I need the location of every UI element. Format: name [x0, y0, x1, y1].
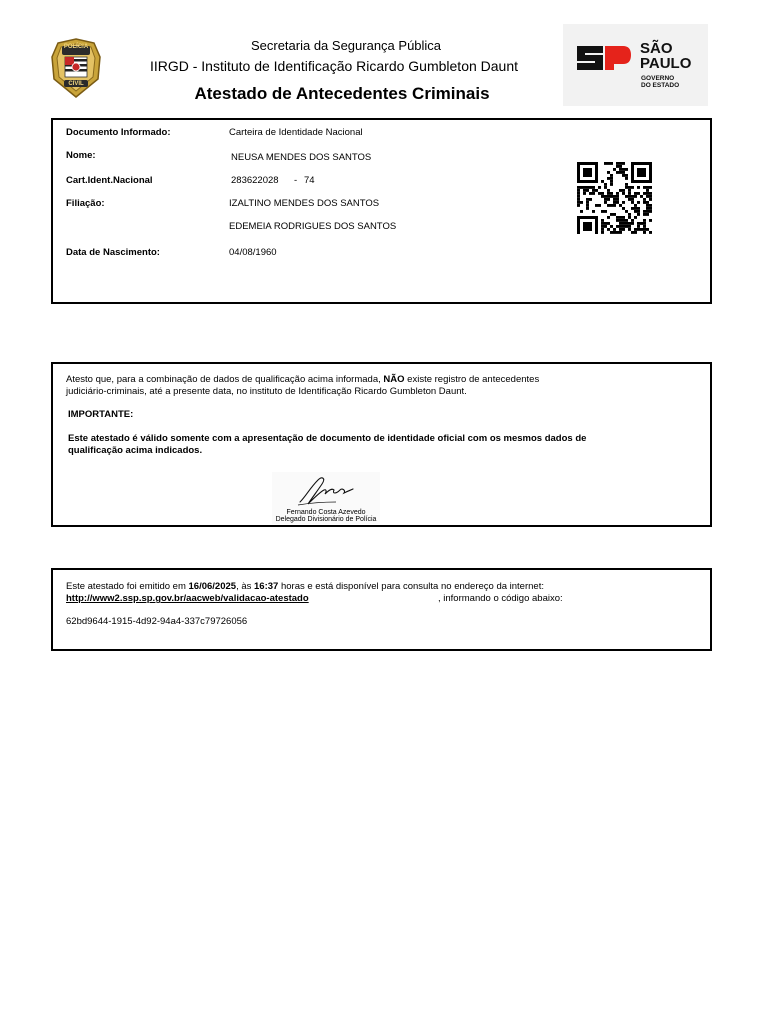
emission-text-a: Este atestado foi emitido em: [66, 581, 186, 592]
sp-logo-mark-icon: [573, 42, 633, 74]
emission-text-d: , informando o código abaixo:: [438, 593, 563, 604]
cart-number: 283622028: [231, 175, 279, 186]
validation-url-link[interactable]: http://www2.ssp.sp.gov.br/aacweb/validacao-atestado: [66, 593, 309, 604]
cart-separator: -: [294, 175, 298, 186]
nascimento-value: 04/08/1960: [229, 247, 277, 258]
importante-label: IMPORTANTE:: [68, 409, 134, 420]
emission-date: 16/06/2025: [188, 581, 237, 592]
emission-text-c: horas e está disponível para consulta no endereço da internet:: [280, 581, 544, 592]
signer-name: Fernando Costa Azevedo: [286, 509, 366, 516]
page-title: Atestado de Antecedentes Criminais: [194, 84, 490, 103]
filiacao-label: Filiação:: [66, 198, 105, 209]
attest-line1-a: Atesto que, para a combinação de dados de qualificação acima informada,: [66, 374, 381, 385]
sp-logo-line1: SÃO: [640, 40, 673, 57]
sp-logo-line4: DO ESTADO: [641, 82, 680, 89]
pai-value: IZALTINO MENDES DOS SANTOS: [229, 198, 380, 209]
badge-bottom-text: CIVIL: [68, 81, 84, 87]
validity-line2: qualificação acima indicados.: [68, 445, 203, 456]
mae-value: EDEMEIA RODRIGUES DOS SANTOS: [229, 221, 397, 232]
nascimento-label: Data de Nascimento:: [66, 247, 160, 258]
documento-label: Documento Informado:: [66, 127, 171, 138]
validity-line1: Este atestado é válido somente com a apresentação de documento de identidade oficial com os mesmos dados de: [68, 433, 587, 444]
documento-value: Carteira de Identidade Nacional: [229, 127, 363, 138]
nome-value: NEUSA MENDES DOS SANTOS: [231, 152, 372, 163]
badge-top-text: POLÍCIA: [63, 44, 89, 50]
signer-role: Delegado Divisionário de Polícia: [275, 516, 377, 523]
cart-digit: 74: [304, 175, 315, 186]
emission-text-b: , às: [236, 581, 252, 592]
nome-label: Nome:: [66, 150, 96, 161]
attest-line1: [66, 374, 686, 386]
attest-line1-b: existe registro de antecedentes: [407, 374, 540, 385]
sp-governo-logo: [563, 24, 708, 106]
cart-label: Cart.Ident.Nacional: [66, 175, 153, 186]
attest-line2: judiciário-criminais, até a presente data, no instituto de Identificação Ricardo Gumbleton Daunt.: [66, 386, 467, 397]
secretaria-title: Secretaria da Segurança Pública: [250, 38, 442, 53]
qr-code-icon: [577, 162, 653, 234]
signature-icon: [296, 472, 356, 508]
emission-time: 16:37: [254, 581, 279, 592]
sp-logo-line3: GOVERNO: [641, 75, 675, 82]
emission-line1: [66, 581, 706, 593]
attest-nao: NÃO: [383, 374, 405, 385]
instituto-title: IIRGD - Instituto de Identificação Ricardo Gumbleton Daunt: [149, 58, 519, 74]
sp-logo-line2: PAULO: [640, 55, 692, 72]
validation-code: 62bd9644-1915-4d92-94a4-337c79726056: [66, 616, 248, 627]
